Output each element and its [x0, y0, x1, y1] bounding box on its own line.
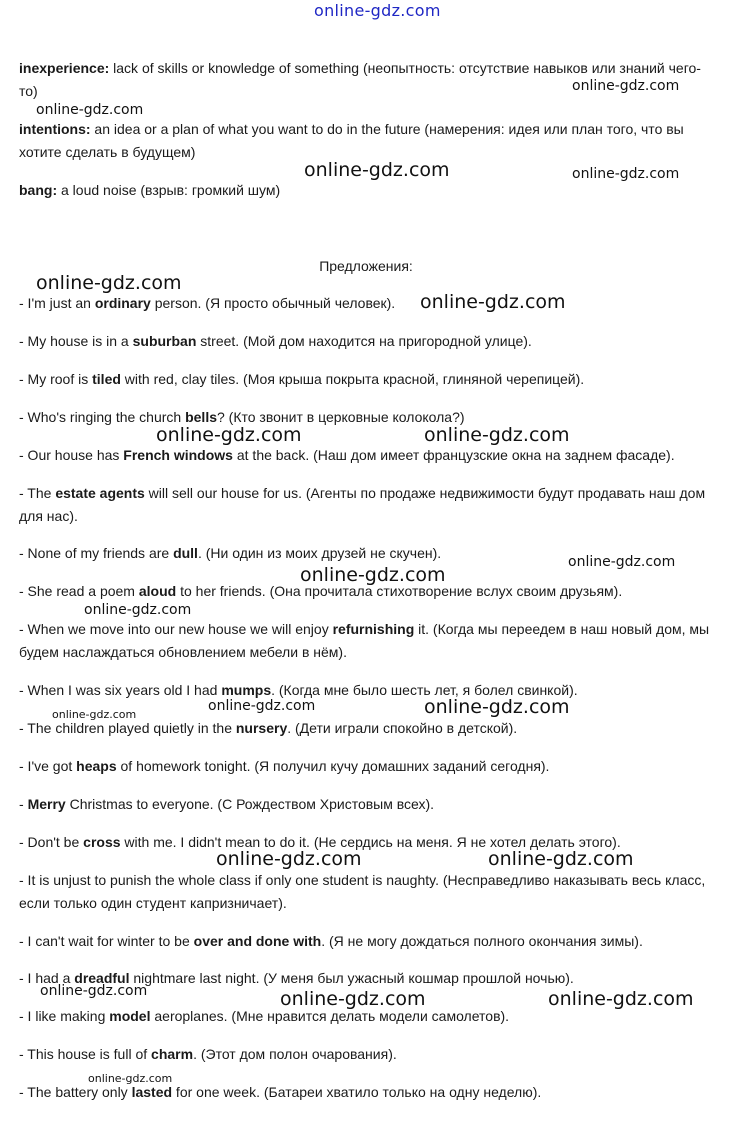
- sentence-text: - This house is full of: [19, 1046, 152, 1062]
- watermark: online-gdz.com: [548, 988, 694, 1010]
- sentence-keyword: heaps: [76, 758, 117, 774]
- sentence-keyword: suburban: [132, 333, 197, 349]
- sentence-text: - Don't be: [19, 834, 84, 850]
- sentence-text: with red, clay tiles. (Моя крыша покрыта красной, глиняной черепицей).: [120, 371, 585, 387]
- sentence-text: . (Этот дом полон очарования).: [193, 1046, 397, 1062]
- watermark: online-gdz.com: [84, 602, 192, 618]
- sentence-text: nightmare last night. (У меня был ужасный кошмар прошлой ночью).: [129, 970, 574, 986]
- sentence-keyword: dull: [173, 545, 198, 561]
- sentence-text: . (Ни один из моих друзей не скучен).: [197, 545, 442, 561]
- sentence-item: [19, 406, 719, 429]
- sentences-heading: Предложения:: [319, 258, 413, 274]
- definition-term: intentions:: [19, 121, 91, 137]
- sentence-text: with me. I didn't mean to do it. (Не сердись на меня. Я не хотел делать этого).: [120, 834, 621, 850]
- sentence-text: - The: [19, 485, 56, 501]
- sentence-keyword: model: [109, 1008, 151, 1024]
- sentence-text: - I'm just an: [19, 295, 95, 311]
- sentence-text: - When I was six years old I had: [19, 682, 222, 698]
- sentence-text: Christmas to everyone. (С Рождеством Христовым всех).: [65, 796, 435, 812]
- sentence-text: - None of my friends are: [19, 545, 174, 561]
- sentence-keyword: charm: [151, 1046, 194, 1062]
- sentence-text: aeroplanes. (Мне нравится делать модели самолетов).: [150, 1008, 510, 1024]
- sentence-text: person. (Я просто обычный человек).: [150, 295, 396, 311]
- sentence-keyword: aloud: [138, 583, 177, 599]
- sentence-text: . (Дети играли спокойно в детской).: [287, 720, 518, 736]
- sentence-text: at the back. (Наш дом имеет французские окна на заднем фасаде).: [232, 447, 675, 463]
- watermark: online-gdz.com: [568, 554, 676, 570]
- sentence-item: [19, 292, 719, 315]
- sentence-text: will sell our house for us. (Агенты по продаже недвижимости будут продавать наш дом для нас).: [19, 485, 706, 524]
- sentence-item: [19, 679, 719, 702]
- definition-intentions: [19, 118, 719, 164]
- watermark: online-gdz.com: [572, 166, 680, 182]
- watermark: online-gdz.com: [36, 102, 144, 118]
- sentence-keyword: French windows: [123, 447, 233, 463]
- sentence-keyword: lasted: [131, 1084, 173, 1100]
- sentence-keyword: refurnishing: [332, 621, 415, 637]
- sentence-text: - My house is in a: [19, 333, 133, 349]
- sentence-item: [19, 330, 719, 353]
- sentence-keyword: mumps: [221, 682, 272, 698]
- watermark: online-gdz.com: [52, 708, 137, 721]
- sentence-keyword: tiled: [92, 371, 121, 387]
- watermark: online-gdz.com: [208, 698, 316, 714]
- watermark: online-gdz.com: [40, 983, 148, 999]
- watermark: online-gdz.com: [88, 1072, 173, 1085]
- sentence-text: - The battery only: [19, 1084, 132, 1100]
- sentence-text: - When we move into our new house we will enjoy: [19, 621, 333, 637]
- watermark: online-gdz.com: [304, 159, 450, 181]
- definition-term: bang:: [19, 182, 58, 198]
- watermark-top[interactable]: online-gdz.com: [314, 1, 441, 20]
- sentence-text: - I've got: [19, 758, 77, 774]
- sentence-text: - I had a: [19, 970, 75, 986]
- sentence-item: [19, 869, 719, 915]
- sentence-keyword: Merry: [27, 796, 66, 812]
- sentence-keyword: over and done with: [193, 933, 322, 949]
- sentence-text: - The children played quietly in the: [19, 720, 236, 736]
- sentence-keyword: estate agents: [55, 485, 145, 501]
- sentence-keyword: cross: [83, 834, 121, 850]
- sentence-item: [19, 1043, 719, 1066]
- sentence-text: -: [19, 796, 28, 812]
- sentence-text: of homework tonight. (Я получил кучу домашних заданий сегодня).: [116, 758, 550, 774]
- sentence-item: [19, 482, 719, 528]
- sentence-text: - Who's ringing the church: [19, 409, 186, 425]
- sentence-text: to her friends. (Она прочитала стихотворение вслух своим друзьям).: [176, 583, 623, 599]
- definition-text: lack of skills or knowledge of something (неопытность: отсутствие навыков или знаний чего-то): [19, 60, 701, 99]
- watermark: online-gdz.com: [156, 424, 302, 446]
- sentence-text: - It is unjust to punish the whole class if only one student is naughty. (Несправедливо наказывать весь класс, если только один студент капризничает).: [19, 872, 706, 911]
- sentence-keyword: nursery: [235, 720, 288, 736]
- watermark: online-gdz.com: [424, 424, 570, 446]
- sentence-keyword: dreadful: [74, 970, 130, 986]
- sentence-text: street. (Мой дом находится на пригородной улице).: [196, 333, 532, 349]
- sentence-text: - I can't wait for winter to be: [19, 933, 194, 949]
- sentence-text: - She read a poem: [19, 583, 139, 599]
- watermark: online-gdz.com: [280, 988, 426, 1010]
- sentence-item: [19, 793, 719, 816]
- definition-text: a loud noise (взрыв: громкий шум): [57, 182, 281, 198]
- watermark: online-gdz.com: [36, 272, 182, 294]
- sentence-keyword: bells: [185, 409, 217, 425]
- sentence-item: [19, 618, 719, 664]
- sentence-text: it. (Когда мы переедем в наш новый дом, мы будем наслаждаться обновлением мебели в нём).: [19, 621, 710, 660]
- sentence-text: . (Я не могу дождаться полного окончания зимы).: [321, 933, 643, 949]
- watermark: online-gdz.com: [488, 848, 634, 870]
- definition-bang: [19, 179, 719, 202]
- sentence-text: ? (Кто звонит в церковные колокола?): [217, 409, 465, 425]
- watermark: online-gdz.com: [420, 291, 566, 313]
- sentence-item: [19, 930, 719, 953]
- sentence-text: . (Когда мне было шесть лет, я болел свинкой).: [271, 682, 578, 698]
- sentence-item: [19, 444, 719, 467]
- definition-text: an idea or a plan of what you want to do in the future (намерения: идея или план того, что вы хотите сделать в будущем): [19, 121, 684, 160]
- sentence-item: [19, 755, 719, 778]
- sentence-text: for one week. (Батареи хватило только на одну неделю).: [172, 1084, 542, 1100]
- watermark: online-gdz.com: [300, 564, 446, 586]
- sentence-item: [19, 368, 719, 391]
- watermark: online-gdz.com: [216, 848, 362, 870]
- watermark: online-gdz.com: [572, 78, 680, 94]
- sentence-text: - I like making: [19, 1008, 110, 1024]
- definition-term: inexperience:: [19, 60, 110, 76]
- sentence-keyword: ordinary: [94, 295, 151, 311]
- watermark: online-gdz.com: [424, 696, 570, 718]
- sentence-text: - My roof is: [19, 371, 93, 387]
- sentence-text: - Our house has: [19, 447, 124, 463]
